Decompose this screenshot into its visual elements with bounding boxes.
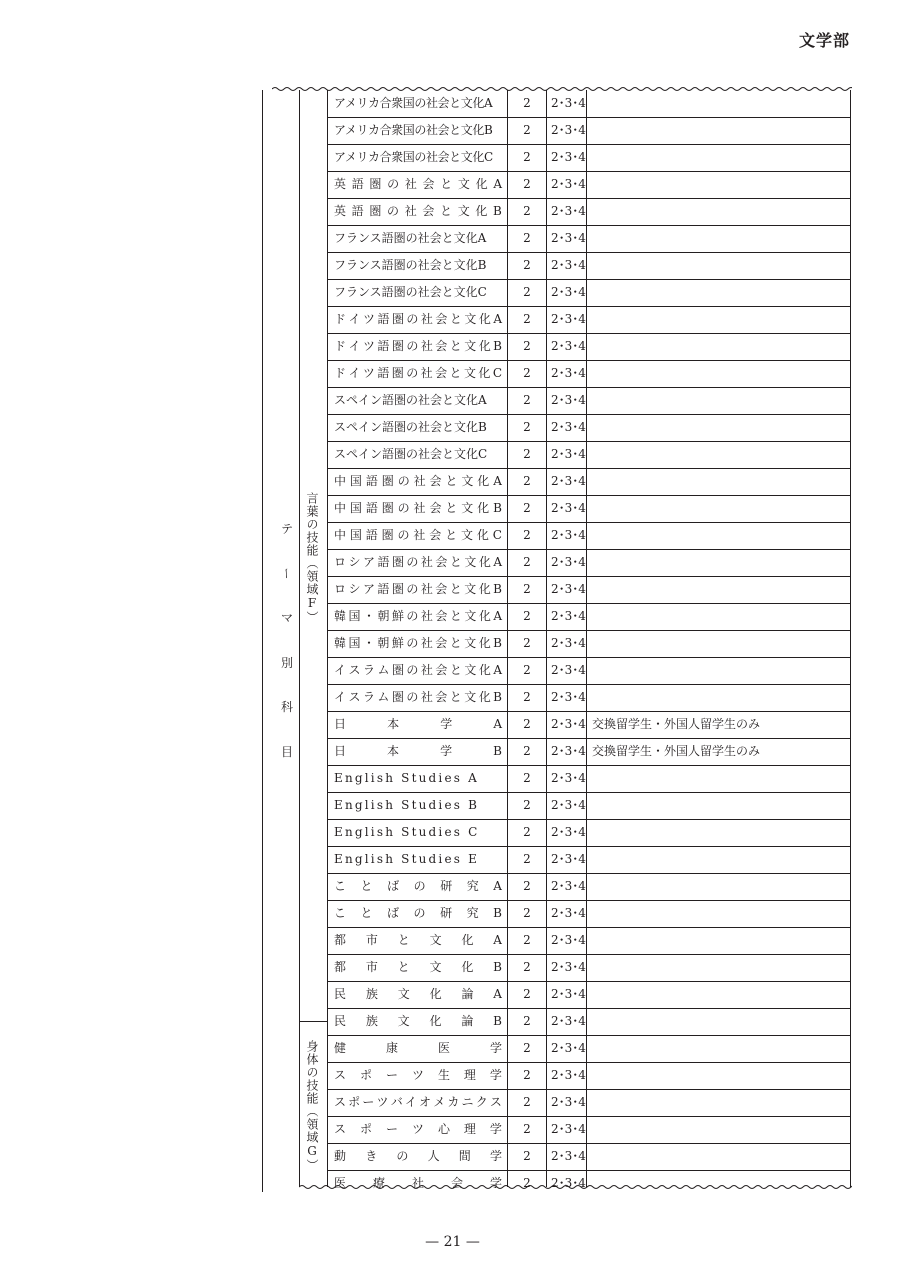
table-row <box>328 1116 850 1143</box>
course-credits: 2 <box>523 447 531 461</box>
course-credits: 2 <box>523 285 531 299</box>
table-row <box>328 495 850 522</box>
course-credits: 2 <box>523 1014 531 1028</box>
course-note <box>592 576 848 603</box>
table-row <box>328 279 850 306</box>
course-years: 2･3･4 <box>551 690 586 704</box>
course-name: 英 語 圏 の 社 会 と 文 化 B <box>334 204 502 218</box>
frame-left-outer <box>262 90 263 1192</box>
course-note <box>592 441 848 468</box>
course-name: 韓 国 ・ 朝 鮮 の 社 会 と 文 化 A <box>334 609 502 623</box>
course-credits: 2 <box>523 258 531 272</box>
table-row <box>328 441 850 468</box>
table-row <box>328 1008 850 1035</box>
table-row <box>328 225 850 252</box>
course-years: 2･3･4 <box>551 825 586 839</box>
course-credits: 2 <box>523 123 531 137</box>
course-note: 交換留学生・外国人留学生のみ <box>592 717 761 731</box>
course-credits: 2 <box>523 150 531 164</box>
table-row <box>328 90 850 117</box>
course-note <box>592 117 848 144</box>
table-row <box>328 738 850 765</box>
course-credits: 2 <box>523 420 531 434</box>
table-row <box>328 387 850 414</box>
course-years: 2･3･4 <box>551 582 586 596</box>
course-note <box>592 468 848 495</box>
course-credits: 2 <box>523 1149 531 1163</box>
course-years: 2･3･4 <box>551 744 586 758</box>
page-number: — 21 — <box>425 1234 480 1250</box>
course-name: ロ シ ア 語 圏 の 社 会 と 文 化 B <box>334 582 502 596</box>
course-name: イ ス ラ ム 圏 の 社 会 と 文 化 B <box>334 690 502 704</box>
faculty-header: 文学部 <box>798 31 850 50</box>
category-label-char: 別 <box>280 655 293 670</box>
course-note <box>592 1035 848 1062</box>
course-years: 2･3･4 <box>551 231 586 245</box>
table-row <box>328 1062 850 1089</box>
course-name: ス ポ ー ツ 生 理 学 <box>334 1068 502 1082</box>
group-label-body: 身体の技能（領域G） <box>305 1040 319 1172</box>
course-credits: 2 <box>523 231 531 245</box>
course-name: 中 国 語 圏 の 社 会 と 文 化 A <box>334 474 502 488</box>
course-name: 動 き の 人 間 学 <box>334 1149 502 1163</box>
category-label-char: マ <box>280 611 293 626</box>
course-credits: 2 <box>523 960 531 974</box>
table-row <box>328 792 850 819</box>
course-note <box>592 954 848 981</box>
course-note <box>592 603 848 630</box>
course-note <box>592 765 848 792</box>
course-years: 2･3･4 <box>551 636 586 650</box>
table-row <box>328 1143 850 1170</box>
course-name: アメリカ合衆国の社会と文化C <box>334 150 493 164</box>
table-row <box>328 1089 850 1116</box>
course-note <box>592 279 848 306</box>
course-name: 中 国 語 圏 の 社 会 と 文 化 C <box>334 528 502 542</box>
table-row <box>328 1170 850 1197</box>
course-note <box>592 927 848 954</box>
course-years: 2･3･4 <box>551 609 586 623</box>
table-row <box>328 846 850 873</box>
course-note <box>592 873 848 900</box>
course-note <box>592 819 848 846</box>
table-row <box>328 414 850 441</box>
course-note <box>592 549 848 576</box>
course-name: こ と ば の 研 究 A <box>334 879 502 893</box>
course-name: 健 康 医 学 <box>334 1041 502 1055</box>
course-years: 2･3･4 <box>551 177 586 191</box>
course-note <box>592 792 848 819</box>
course-name: 医 療 社 会 学 <box>334 1176 502 1190</box>
course-years: 2･3･4 <box>551 474 586 488</box>
table-row <box>328 144 850 171</box>
course-credits: 2 <box>523 474 531 488</box>
course-credits: 2 <box>523 393 531 407</box>
course-note <box>592 900 848 927</box>
course-note <box>592 198 848 225</box>
course-years: 2･3･4 <box>551 501 586 515</box>
course-name: アメリカ合衆国の社会と文化A <box>334 96 493 110</box>
course-years: 2･3･4 <box>551 960 586 974</box>
course-note <box>592 306 848 333</box>
course-note <box>592 1143 848 1170</box>
course-credits: 2 <box>523 717 531 731</box>
course-name: English Studies A <box>334 771 479 785</box>
course-note <box>592 630 848 657</box>
course-note <box>592 981 848 1008</box>
frame-right-outer <box>850 90 851 1187</box>
course-credits: 2 <box>523 312 531 326</box>
course-credits: 2 <box>523 96 531 110</box>
course-note <box>592 495 848 522</box>
course-credits: 2 <box>523 1176 531 1190</box>
course-name: アメリカ合衆国の社会と文化B <box>334 123 493 137</box>
course-name: 日 本 学 A <box>334 717 502 731</box>
course-name: English Studies C <box>334 825 480 839</box>
course-name: ド イ ツ 語 圏 の 社 会 と 文 化 C <box>334 366 502 380</box>
table-row <box>328 954 850 981</box>
course-note <box>592 171 848 198</box>
category-label-char: 目 <box>280 744 293 759</box>
course-years: 2･3･4 <box>551 879 586 893</box>
course-credits: 2 <box>523 339 531 353</box>
course-name: 日 本 学 B <box>334 744 502 758</box>
course-years: 2･3･4 <box>551 717 586 731</box>
table-row <box>328 630 850 657</box>
table-row <box>328 522 850 549</box>
course-credits: 2 <box>523 987 531 1001</box>
course-years: 2･3･4 <box>551 933 586 947</box>
table-row <box>328 198 850 225</box>
table-row <box>328 117 850 144</box>
course-credits: 2 <box>523 1041 531 1055</box>
course-years: 2･3･4 <box>551 204 586 218</box>
table-row <box>328 657 850 684</box>
group-separator-line <box>299 1021 328 1022</box>
course-credits: 2 <box>523 636 531 650</box>
course-credits: 2 <box>523 825 531 839</box>
course-name: ス ポ ー ツ バ イ オ メ カ ニ ク ス <box>334 1095 502 1109</box>
course-years: 2･3･4 <box>551 663 586 677</box>
course-years: 2･3･4 <box>551 339 586 353</box>
course-credits: 2 <box>523 177 531 191</box>
course-name: ド イ ツ 語 圏 の 社 会 と 文 化 B <box>334 339 502 353</box>
course-note <box>592 414 848 441</box>
course-years: 2･3･4 <box>551 258 586 272</box>
course-name: English Studies E <box>334 852 480 866</box>
course-years: 2･3･4 <box>551 906 586 920</box>
table-row <box>328 603 850 630</box>
table-row <box>328 900 850 927</box>
course-credits: 2 <box>523 906 531 920</box>
course-note: 交換留学生・外国人留学生のみ <box>592 744 761 758</box>
course-years: 2･3･4 <box>551 1149 586 1163</box>
course-years: 2･3･4 <box>551 555 586 569</box>
course-name: スペイン語圏の社会と文化C <box>334 447 488 461</box>
table-row <box>328 252 850 279</box>
course-name: フランス語圏の社会と文化B <box>334 258 487 272</box>
course-credits: 2 <box>523 366 531 380</box>
course-years: 2･3･4 <box>551 420 586 434</box>
course-years: 2･3･4 <box>551 366 586 380</box>
course-credits: 2 <box>523 1095 531 1109</box>
group-label-language: 言葉の技能（領域F） <box>305 492 319 624</box>
course-note <box>592 90 848 117</box>
course-years: 2･3･4 <box>551 123 586 137</box>
course-credits: 2 <box>523 852 531 866</box>
course-name: フランス語圏の社会と文化C <box>334 285 487 299</box>
course-name: イ ス ラ ム 圏 の 社 会 と 文 化 A <box>334 663 502 677</box>
table-row <box>328 360 850 387</box>
course-years: 2･3･4 <box>551 447 586 461</box>
course-note <box>592 225 848 252</box>
course-name: 都 市 と 文 化 A <box>334 933 502 947</box>
category-label-char: 科 <box>280 700 293 715</box>
course-years: 2･3･4 <box>551 1122 586 1136</box>
course-name: 都 市 と 文 化 B <box>334 960 502 974</box>
course-years: 2･3･4 <box>551 852 586 866</box>
course-credits: 2 <box>523 1068 531 1082</box>
course-name: ロ シ ア 語 圏 の 社 会 と 文 化 A <box>334 555 502 569</box>
course-years: 2･3･4 <box>551 987 586 1001</box>
course-name: フランス語圏の社会と文化A <box>334 231 487 245</box>
table-row <box>328 819 850 846</box>
course-years: 2･3･4 <box>551 798 586 812</box>
course-note <box>592 846 848 873</box>
course-name: ド イ ツ 語 圏 の 社 会 と 文 化 A <box>334 312 502 326</box>
course-credits: 2 <box>523 879 531 893</box>
course-note <box>592 1170 848 1197</box>
table-row <box>328 711 850 738</box>
course-note <box>592 387 848 414</box>
course-years: 2･3･4 <box>551 96 586 110</box>
course-name: 民 族 文 化 論 B <box>334 1014 502 1028</box>
course-name: 民 族 文 化 論 A <box>334 987 502 1001</box>
course-name: 中 国 語 圏 の 社 会 と 文 化 B <box>334 501 502 515</box>
course-note <box>592 1008 848 1035</box>
course-credits: 2 <box>523 690 531 704</box>
course-years: 2･3･4 <box>551 312 586 326</box>
course-note <box>592 1062 848 1089</box>
course-credits: 2 <box>523 582 531 596</box>
course-credits: 2 <box>523 1122 531 1136</box>
course-years: 2･3･4 <box>551 528 586 542</box>
course-years: 2･3･4 <box>551 1095 586 1109</box>
frame-category-divider <box>299 90 300 1187</box>
course-credits: 2 <box>523 609 531 623</box>
table-row <box>328 576 850 603</box>
course-name: スペイン語圏の社会と文化B <box>334 420 487 434</box>
course-credits: 2 <box>523 771 531 785</box>
table-row <box>328 171 850 198</box>
course-note <box>592 144 848 171</box>
course-years: 2･3･4 <box>551 393 586 407</box>
table-row <box>328 684 850 711</box>
course-note <box>592 360 848 387</box>
course-years: 2･3･4 <box>551 1014 586 1028</box>
category-label-char: ー <box>279 567 294 580</box>
table-row <box>328 549 850 576</box>
table-row <box>328 1035 850 1062</box>
table-row <box>328 306 850 333</box>
course-note <box>592 252 848 279</box>
table-row <box>328 927 850 954</box>
course-name: 英 語 圏 の 社 会 と 文 化 A <box>334 177 502 191</box>
course-credits: 2 <box>523 528 531 542</box>
course-credits: 2 <box>523 663 531 677</box>
course-name: ス ポ ー ツ 心 理 学 <box>334 1122 502 1136</box>
course-credits: 2 <box>523 798 531 812</box>
course-years: 2･3･4 <box>551 1176 586 1190</box>
table-row <box>328 333 850 360</box>
course-name: スペイン語圏の社会と文化A <box>334 393 487 407</box>
course-note <box>592 522 848 549</box>
table-row <box>328 873 850 900</box>
course-credits: 2 <box>523 744 531 758</box>
course-credits: 2 <box>523 555 531 569</box>
course-note <box>592 333 848 360</box>
course-note <box>592 657 848 684</box>
category-label <box>275 520 299 760</box>
table-row <box>328 468 850 495</box>
course-note <box>592 684 848 711</box>
course-credits: 2 <box>523 204 531 218</box>
course-years: 2･3･4 <box>551 1041 586 1055</box>
course-credits: 2 <box>523 501 531 515</box>
course-name: こ と ば の 研 究 B <box>334 906 502 920</box>
course-years: 2･3･4 <box>551 771 586 785</box>
table-row <box>328 981 850 1008</box>
course-years: 2･3･4 <box>551 285 586 299</box>
course-years: 2･3･4 <box>551 150 586 164</box>
category-label-char: テ <box>280 522 293 536</box>
course-credits: 2 <box>523 933 531 947</box>
table-row <box>328 765 850 792</box>
course-years: 2･3･4 <box>551 1068 586 1082</box>
course-name: English Studies B <box>334 798 480 812</box>
course-note <box>592 1089 848 1116</box>
course-note <box>592 1116 848 1143</box>
course-name: 韓 国 ・ 朝 鮮 の 社 会 と 文 化 B <box>334 636 502 650</box>
